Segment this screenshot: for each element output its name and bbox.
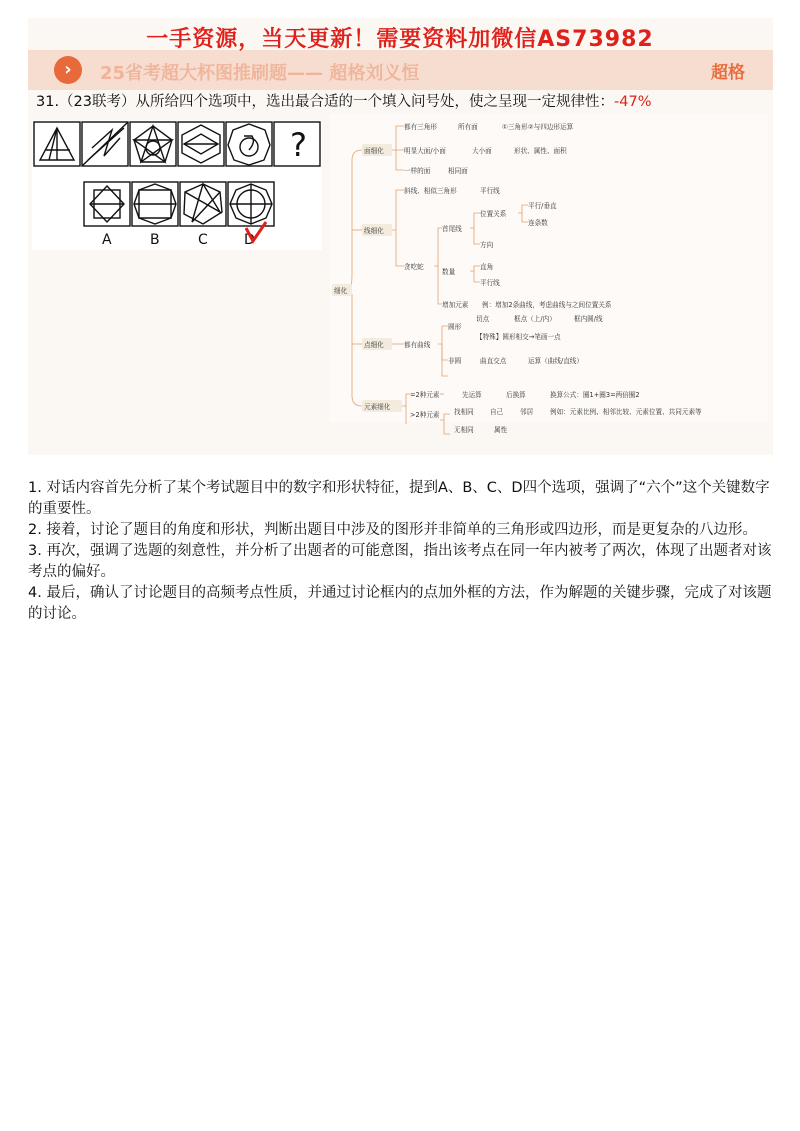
question-text: 31.（23联考）从所给四个选项中，选出最合适的一个填入问号处，使之呈现一定规律性：: [36, 94, 615, 110]
question-line: [36, 90, 651, 111]
mm-b2-shuliang: 数量: [442, 268, 456, 276]
summary-item: 2. 接着，讨论了题目的角度和形状，判断出题目中涉及的图形并非简单的三角形或四边形，而是更复杂的八边形。: [28, 522, 757, 538]
mm-b3-kuangnei: 框内圆/线: [574, 315, 603, 323]
mm-b1-r2-a: 明显大面/小面: [404, 147, 446, 155]
figure-1: [34, 122, 80, 166]
mm-b2-lian: 连条数: [528, 219, 548, 227]
mm-b3-feiyuan: 非圆: [448, 357, 462, 365]
mm-b4-lz: 例如：元素比例、相邻比较、元素位置、共同元素等: [550, 408, 702, 416]
mm-b1-r3-b: 相同面: [448, 167, 468, 175]
course-banner: [28, 50, 773, 90]
mm-root: 细化: [334, 287, 348, 295]
mm-b4-label: 元素细化: [364, 403, 391, 411]
mm-b4-two: =2种元素: [410, 391, 440, 399]
option-d-figure: [228, 182, 274, 226]
option-label-a: A: [102, 232, 112, 248]
mm-b2-r1-b: 平行线: [480, 187, 500, 195]
puzzle-figures: [32, 120, 322, 250]
mm-b4-ziji: 自己: [490, 408, 504, 416]
banner-title: 25省考超大杯图推刷题—— 超格刘义恒: [100, 63, 420, 84]
mm-b2-fangxiang: 方向: [480, 241, 494, 249]
mm-b4-xian: 先运算: [462, 391, 482, 399]
mm-b1-label: 面细化: [364, 147, 384, 155]
mm-b2-label: 线细化: [364, 227, 384, 235]
option-label-c: C: [198, 232, 208, 248]
question-mark: ?: [290, 126, 307, 164]
figure-2: [82, 122, 128, 166]
mm-b2-pingxing: 平行/垂直: [528, 202, 557, 210]
mm-b3-qiedian: 切点: [476, 315, 490, 323]
mm-b4-more: >2种元素: [410, 411, 440, 419]
mm-b3-teshu: 【特殊】圆形相交→笔画一点: [476, 333, 561, 341]
chevron-right-icon: ›: [54, 56, 82, 84]
mm-b3-yunsuan: 运算（曲线/直线）: [528, 357, 583, 365]
mm-b1-r1-b: 所有面: [458, 123, 478, 131]
watermark-text: 一手资源，当天更新！需要资料加微信AS73982: [146, 27, 654, 52]
option-c-figure: [180, 182, 226, 226]
figure-4: [178, 122, 224, 166]
figure-3: [130, 122, 176, 166]
figure-5: [226, 122, 272, 166]
mm-b1-r1-a: 都有三角形: [404, 123, 437, 131]
mm-b4-wu: 无相同: [454, 426, 474, 434]
summary-item: 1. 对话内容首先分析了某个考试题目中的数字和形状特征，提到A、B、C、D四个选项，强调了“六个”这个关键数字的重要性。: [28, 480, 770, 517]
mm-b2-shouwei: 首尾线: [442, 225, 462, 233]
mm-b4-linju: 邻居: [520, 408, 534, 416]
lecture-screenshot: [28, 18, 773, 455]
mm-b1-r2-b: 大小面: [472, 147, 492, 155]
mm-b3-kuang: 框点（上/内）: [514, 315, 556, 323]
mm-b4-huan: 换算公式：圈1+圈3=两倍圈2: [550, 391, 640, 399]
mind-map: [330, 114, 768, 434]
mm-b3-label: 点细化: [364, 341, 384, 349]
mm-b1-r2-c: 形状、属性、面积: [514, 147, 567, 155]
mm-b3-qu: 都有曲线: [404, 341, 431, 349]
mm-b2-sub: 贪吃蛇: [404, 263, 424, 271]
accuracy-rate: -47%: [614, 94, 652, 110]
mm-b3-yuanxing: 圆形: [448, 323, 462, 331]
mm-b1-r1-c: ①三角形②与四边形运算: [502, 123, 574, 131]
mm-b2-weizhi: 位置关系: [480, 210, 507, 218]
mm-b4-hou: 后换算: [506, 391, 526, 399]
mm-b2-r1-a: 斜线、相似三角形: [404, 187, 457, 195]
mm-b2-zengjia: 增加元素: [442, 301, 469, 309]
mm-b2-eg: 例：增加2条曲线，考虑曲线与之间位置关系: [482, 301, 612, 309]
mm-b4-shuxing: 属性: [494, 426, 508, 434]
mm-b1-r3-a: 一样的面: [404, 167, 431, 175]
mm-b2-pxx: 平行线: [480, 279, 500, 287]
mm-b2-zhijiao: 直角: [480, 263, 494, 271]
option-a-figure: [84, 182, 130, 226]
option-b-figure: [132, 182, 178, 226]
mm-b4-zhao: 找相同: [454, 408, 474, 416]
summary-item: 4. 最后，确认了讨论题目的高频考点性质，并通过讨论框内的点加外框的方法，作为解题的关键步骤，完成了对该题的讨论。: [28, 585, 772, 622]
brand-logo: 超格: [711, 63, 745, 83]
option-label-b: B: [150, 232, 160, 248]
option-label-d: D: [244, 232, 255, 248]
summary-list: [28, 478, 776, 625]
mm-b3-qujiao: 曲直交点: [480, 357, 507, 365]
summary-item: 3. 再次，强调了选题的刻意性，并分析了出题者的可能意图，指出该考点在同一年内被考了两次，体现了出题者对该考点的偏好。: [28, 543, 772, 580]
